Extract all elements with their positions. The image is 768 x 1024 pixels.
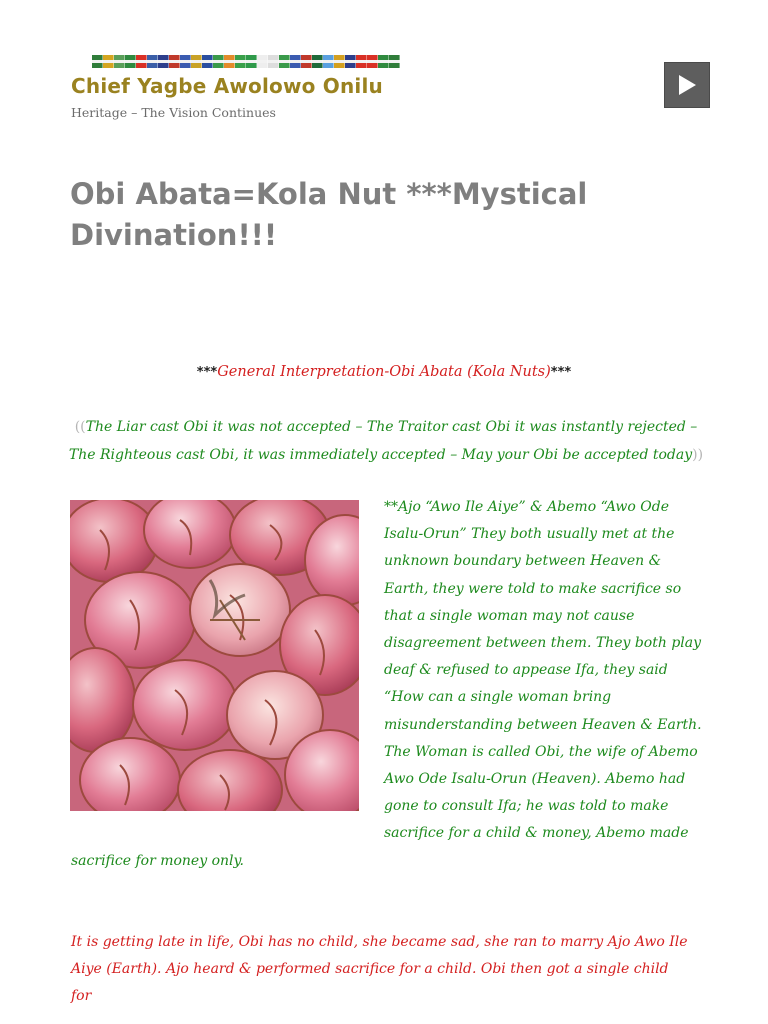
- story-paragraph: [384, 494, 702, 848]
- story-line: misunderstanding between Heaven & Earth.: [384, 716, 702, 733]
- flag-ethiopia[interactable]: [103, 55, 114, 68]
- play-arrow-icon: [676, 73, 698, 97]
- flag-japan[interactable]: [257, 55, 268, 68]
- site-tagline: Heritage – The Vision Continues: [71, 105, 276, 120]
- story-line: sacrifice for a child & money, Abemo made: [384, 825, 689, 842]
- quote-open-paren: ((: [74, 419, 86, 435]
- flag-turkey[interactable]: [356, 55, 367, 68]
- story-line: Earth, they were told to make sacrifice so: [384, 580, 682, 597]
- language-flags-bar: [92, 55, 400, 68]
- flag-france[interactable]: [180, 55, 191, 68]
- proverb-quote: [66, 414, 706, 469]
- interpretation-heading: [0, 364, 768, 380]
- flag-korea[interactable]: [268, 55, 279, 68]
- stars-left: ***: [196, 365, 218, 380]
- flag-zulu[interactable]: [389, 55, 400, 68]
- flag-nigeria[interactable]: [246, 55, 257, 68]
- quote-text: The Liar cast Obi it was not accepted – The Traitor cast Obi it was instantly rejected – The Righteous cast Obi, it was immediately accepted – May your Obi be accepted today: [68, 419, 698, 463]
- story-line: Awo Ode Isalu-Orun (Heaven). Abemo had: [384, 771, 686, 788]
- flag-thailand[interactable]: [345, 55, 356, 68]
- story-line: that a single woman may not cause: [384, 607, 635, 624]
- flag-ireland[interactable]: [213, 55, 224, 68]
- flag-czech[interactable]: [147, 55, 158, 68]
- flag-uk[interactable]: [158, 55, 169, 68]
- story-line: disagreement between them. They both play: [384, 635, 702, 652]
- menu-toggle-button[interactable]: [664, 62, 710, 108]
- story-line: **Ajo “Awo Ile Aiye” & Abemo “Awo Ode: [384, 499, 670, 515]
- flag-philippines[interactable]: [169, 55, 180, 68]
- flag-russia[interactable]: [290, 55, 301, 68]
- story-line: The Woman is called Obi, the wife of Abemo: [384, 743, 698, 760]
- story-line: “How can a single woman bring: [384, 689, 612, 706]
- story-line: unknown boundary between Heaven &: [384, 553, 662, 570]
- story-line: deaf & refused to appease Ifa, they said: [384, 662, 668, 679]
- interpretation-title: General Interpretation-Obi Abata (Kola Nuts): [217, 364, 551, 380]
- flag-iran[interactable]: [279, 55, 290, 68]
- flag-taiwan[interactable]: [301, 55, 312, 68]
- flag-zimbabwe[interactable]: [378, 55, 389, 68]
- flag-pakistan[interactable]: [312, 55, 323, 68]
- post-title: Obi Abata=Kola Nut ***Mystical Divination!!!: [70, 177, 588, 252]
- flag-haiti[interactable]: [202, 55, 213, 68]
- flag-algeria[interactable]: [114, 55, 125, 68]
- site-title[interactable]: Chief Yagbe Awolowo Onilu: [71, 74, 383, 98]
- flag-vietnam[interactable]: [367, 55, 378, 68]
- quote-close-paren: )): [692, 446, 704, 463]
- story-line: gone to consult Ifa; he was told to make: [384, 798, 669, 815]
- flag-somalia[interactable]: [323, 55, 334, 68]
- story-line: Isalu-Orun” They both usually met at the: [384, 526, 675, 543]
- flag-arabic[interactable]: [125, 55, 136, 68]
- flag-germany[interactable]: [191, 55, 202, 68]
- flag-china[interactable]: [136, 55, 147, 68]
- story-paragraph-tail: sacrifice for money only.: [71, 853, 244, 869]
- flag-south-africa[interactable]: [92, 55, 103, 68]
- kola-nuts-illustration: [70, 500, 359, 811]
- flag-spain[interactable]: [334, 55, 345, 68]
- kola-nuts-image: [70, 500, 359, 811]
- flag-india[interactable]: [224, 55, 235, 68]
- stars-right: ***: [550, 365, 572, 380]
- flag-italy[interactable]: [235, 55, 246, 68]
- obi-story-paragraph: It is getting late in life, Obi has no child, she became sad, she ran to marry Ajo Awo Ile Aiye (Earth). Ajo heard & performed sacrifice for a child. Obi then got a single child for: [71, 934, 688, 1005]
